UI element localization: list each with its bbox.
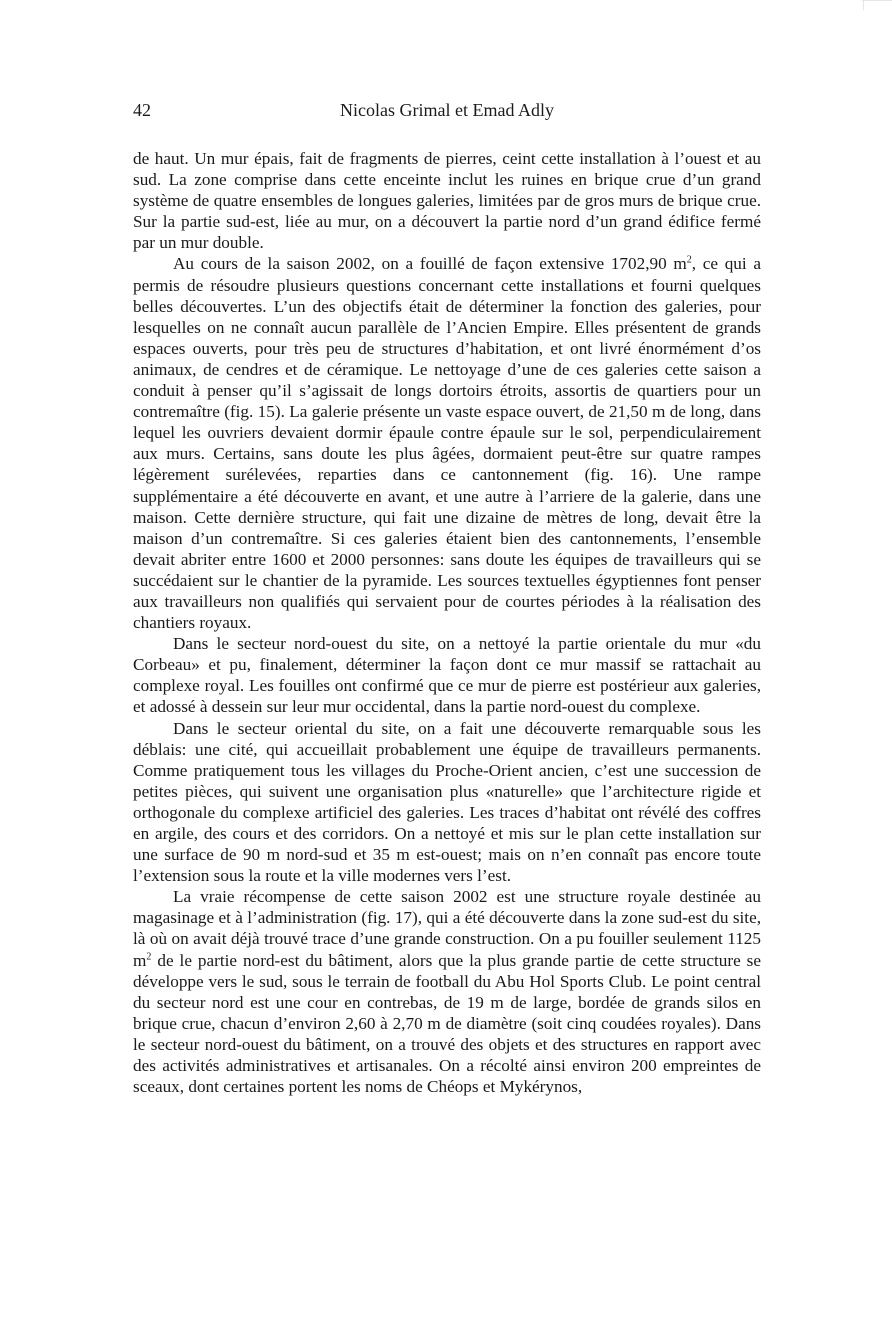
superscript: 2 [686,254,692,266]
body-text [133,148,761,1097]
paragraph: Dans le secteur oriental du site, on a fait une découverte remarquable sous les déblais: une cité, qui accueillait probablement une équipe de travailleurs permanents. Comme pratiquement tous les villages du Proche-Orient ancien, c’est une succession de petites pièces, qui suivent une organisation plus «naturelle» que l’architecture rigide et orthogonale du complexe artificiel des galeries. Les traces d’habitat ont révélé des coffres en argile, des cours et des corridors. On a nettoyé et mis sur le plan cette installation sur une surface de 90 m nord-sud et 35 m est-ouest; mais on n’en connaît pas encore toute l’extension sous la route et la ville modernes vers l’est. [133,718,761,886]
paragraph-text: , ce qui a permis de résoudre plusieurs questions concernant cette installations et fourni quelques belles découvertes. L’un des objectifs était de déterminer la fonction des galeries, pour lesquelles on ne connaît aucun parallèle de l’Ancien Empire. Elles présentent de grands espaces ouverts, pour très peu de structures d’habitation, et ont livré énormément d’os animaux, de cendres et de céramique. Le nettoyage d’une de ces galeries cette saison a conduit à penser qu’il s’agissait de longs dortoirs étroits, assortis de quartiers pour un contremaître (fig. 15). La galerie présente un vaste espace ouvert, de 21,50 m de long, dans lequel les ouvriers devaient dormir épaule contre épaule sur le sol, perpendiculairement aux murs. Certains, sans doute les plus âgées, dormaient peut-être sur quatre rampes légèrement surélevées, reparties dans ce cantonnement (fig. 16). Une rampe supplémentaire a été découverte en avant, et une autre à l’arriere de la galerie, dans une maison. Cette dernière structure, qui fait une dizaine de mètres de long, devait être la maison d’un contremaître. Si ces galeries étaient bien des cantonnements, l’ensemble devait abriter entre 1600 et 2000 personnes: sans doute les équipes de travailleurs qui se succédaient sur le chantier de la pyramide. Les sources textuelles égyptiennes font penser aux travailleurs non qualifiés qui servaient pour de courtes périodes à la réalisation des chantiers royaux. [133,254,761,633]
page-edge-mark-vertical [863,0,864,10]
page-edge-mark [862,0,892,9]
paragraph-text: de le partie nord-est du bâtiment, alors que la plus grande partie de cette structure se développe vers le sud, sous le terrain de football du Abu Hol Sports Club. Le point central du secteur nord est une cour en contrebas, de 19 m de large, bordée de grands silos en brique crue, chacun d’environ 2,60 à 2,70 m de diamètre (soit cinq coudées royales). Dans le secteur nord-ouest du bâtiment, on a trouvé des objets et des structures en rapport avec des activités administratives et artisanales. On a récolté ainsi environ 200 empreintes de sceaux, dont certaines portent les noms de Chéops et Mykérynos, [133,950,761,1097]
superscript: 2 [146,950,152,962]
page-number: 42 [133,100,151,120]
paragraph: Dans le secteur nord-ouest du site, on a nettoyé la partie orientale du mur «du Corbeau» et pu, finalement, déterminer la façon dont ce mur massif se rattachait au complexe royal. Les fouilles ont confirmé que ce mur de pierre est postérieur aux galeries, et adossé à dessein sur leur mur occidental, dans la partie nord-ouest du complexe. [133,634,761,717]
paragraph [133,886,761,1097]
paragraph [133,253,761,633]
paragraph-text: Au cours de la saison 2002, on a fouillé de façon extensive 1702,90 m [173,254,687,274]
running-head: Nicolas Grimal et Emad Adly [340,100,554,120]
page-header [133,98,761,122]
paragraph: de haut. Un mur épais, fait de fragments de pierres, ceint cette installation à l’ouest et au sud. La zone comprise dans cette enceinte inclut les ruines en brique crue d’un grand système de quatre ensembles de longues galeries, limitées par de gros murs de brique crue. Sur la partie sud-est, liée au mur, on a découvert la partie nord d’un grand édifice fermé par un mur double. [133,149,761,253]
paragraph-text: La vraie récompense de cette saison 2002 est une structure royale destinée au magasinage et à l’administration (fig. 17), qui a été découverte dans la zone sud-est du site, là où on avait déjà trouvé trace d’une grande construction. On a pu fouiller seulement 1125 m [133,887,761,970]
